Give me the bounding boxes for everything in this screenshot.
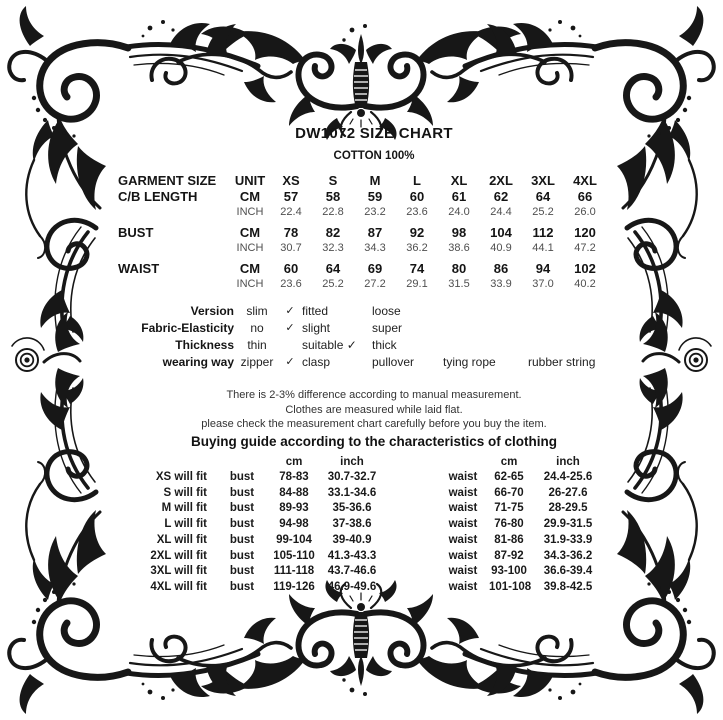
size-value: 47.2 [574,242,596,254]
fit-guide-header-row [118,454,607,470]
fit-guide-row [118,549,607,565]
attribute-option: suitable ✓ [302,338,357,352]
measurement-label: C/B LENGTH [118,189,198,204]
attribute-option: slight [302,321,331,335]
size-value: 23.6 [406,206,428,218]
size-value: 98 [451,225,467,240]
size-value: 40.9 [490,242,512,254]
fit-spacer [387,533,437,549]
attribute-option [443,320,528,337]
fit-part-label: waist [448,565,478,578]
size-value: 80 [451,261,467,276]
attribute-label: Version [190,304,234,318]
fit-inch-range: 33.1-34.6 [327,486,377,499]
check-icon [278,337,302,354]
fit-cm-range: 62-65 [494,471,524,483]
attribute-option: thick [372,338,397,352]
attribute-option: slim [246,304,268,318]
size-value: 30.7 [280,242,302,254]
attribute-option: fitted [302,304,329,318]
fit-part-label: bust [229,565,255,578]
fit-cm-range: 119-126 [273,580,315,593]
measurement-label: BUST [118,225,154,240]
size-value: 22.4 [280,206,302,218]
size-value: 66 [577,189,593,204]
fit-cm-range: 99-104 [276,533,312,546]
fit-guide-row [118,486,607,502]
fit-part-label: waist [448,486,478,499]
fit-spacer [387,580,437,596]
unit-label: CM [239,225,261,240]
fit-size-label: 2XL will fit [150,549,207,562]
size-value: 44.1 [532,242,554,254]
column-header-unit: UNIT [234,173,266,188]
size-value: 60 [283,261,299,276]
fit-header-cm: cm [285,456,303,468]
size-value: 34.3 [364,242,386,254]
fit-inch-range: 34.3-36.2 [543,549,593,562]
fit-cm-range: 101-108 [489,580,532,593]
attribute-option: clasp [302,355,331,369]
size-value: 31.5 [448,278,470,290]
fit-inch-range: 41.3-43.3 [327,549,377,562]
attribute-option [528,303,658,320]
attributes-section [118,303,658,371]
fit-size-label: 3XL will fit [150,565,207,578]
column-header-size: XL [450,173,468,188]
attribute-row [118,354,658,371]
fit-inch-range: 35-36.6 [332,502,372,515]
fit-cm-range: 105-110 [273,549,315,562]
fit-cm-range: 66-70 [494,486,524,499]
size-value: 24.0 [448,206,470,218]
fit-part-label: waist [448,518,478,531]
attribute-option: no [250,321,264,335]
note-line: Clothes are measured while laid flat. [285,403,463,416]
size-value: 62 [493,189,509,204]
fit-spacer [387,486,437,502]
fit-inch-range: 29.9-31.5 [543,518,593,531]
measurement-group [118,225,606,256]
measurement-row-cm [118,261,606,277]
page-title: DW1072 SIZE CHART [295,125,453,142]
fit-size-label: XS will fit [155,471,207,483]
unit-label: CM [239,261,261,276]
attribute-option: loose [372,304,401,318]
size-value: 37.0 [532,278,554,290]
attribute-label: wearing way [162,355,234,369]
size-value: 23.6 [280,278,302,290]
column-header-size: 4XL [573,173,597,188]
fit-inch-range: 36.6-39.4 [543,565,593,578]
note-line: There is 2-3% difference according to manual measurement. [226,389,522,401]
measurement-row-inch [118,277,606,292]
size-value: 94 [535,261,551,276]
size-value: 74 [409,261,425,276]
fit-guide-row [118,517,607,533]
fit-part-label: waist [448,533,478,546]
fit-spacer [387,470,437,486]
size-value: 25.2 [322,278,344,290]
size-value: 92 [409,225,425,240]
fit-header-empty [387,454,437,470]
attribute-label: Fabric-Elasticity [141,321,234,335]
unit-label: INCH [236,242,264,254]
fit-guide-row [118,501,607,517]
size-value: 36.2 [406,242,428,254]
attribute-row [118,303,658,320]
measurement-group [118,261,606,292]
check-icon: ✓ [285,322,295,334]
fit-cm-range: 93-100 [491,565,527,578]
fit-inch-range: 43.7-46.6 [327,565,377,578]
measurement-label: WAIST [118,261,160,276]
size-table [118,172,606,292]
fit-guide-row [118,470,607,486]
fit-cm-range: 76-80 [494,518,524,531]
size-value: 26.0 [574,206,596,218]
fit-size-label: M will fit [161,502,207,515]
size-value: 57 [283,189,299,204]
fit-size-label: L will fit [164,518,207,531]
fit-cm-range: 111-118 [273,565,315,578]
size-value: 120 [574,225,596,240]
size-value: 29.1 [406,278,428,290]
notes-section [24,388,723,449]
column-header-size: 3XL [531,173,555,188]
column-header-size: L [413,173,421,188]
fabric-subtitle: COTTON 100% [333,150,415,162]
size-value: 102 [574,261,596,276]
fit-cm-range: 84-88 [279,486,309,499]
size-value: 64 [325,261,341,276]
size-value: 60 [409,189,425,204]
fit-inch-range: 39-40.9 [332,533,372,546]
measurement-label-empty [118,241,230,256]
fit-size-label: XL will fit [156,533,207,546]
fit-inch-range: 30.7-32.7 [327,471,377,483]
unit-label: CM [239,189,261,204]
size-value: 23.2 [364,206,386,218]
check-icon: ✓ [285,356,295,368]
attribute-option [443,303,528,320]
measurement-row-inch [118,241,606,256]
attribute-row [118,337,658,354]
fit-cm-range: 78-83 [279,471,309,483]
size-value: 69 [367,261,383,276]
fit-part-label: bust [229,518,255,531]
measurement-row-cm [118,189,606,205]
size-value: 24.4 [490,206,512,218]
measurement-row-cm [118,225,606,241]
unit-label: INCH [236,278,264,290]
size-value: 61 [451,189,467,204]
size-value: 104 [490,225,512,240]
fit-part-label: waist [448,580,478,593]
column-header-size: M [369,173,381,188]
measurement-row-inch [118,205,606,220]
fit-inch-range: 37-38.6 [332,518,372,531]
attribute-option: super [372,321,403,335]
attribute-option [528,337,658,354]
fit-spacer [387,501,437,517]
fit-part-label: bust [229,533,255,546]
fit-inch-range: 28-29.5 [548,502,588,515]
attribute-option: thin [247,338,267,352]
size-value: 58 [325,189,341,204]
fit-part-label: bust [229,486,255,499]
fit-header-empty [437,454,489,470]
attribute-option: rubber string [528,355,596,369]
size-table-header-row [118,172,606,189]
attribute-option [443,337,528,354]
size-value: 22.8 [322,206,344,218]
fit-cm-range: 94-98 [279,518,309,531]
attribute-option: pullover [372,355,415,369]
attribute-option: tying rope [443,355,496,369]
fit-spacer [387,564,437,580]
column-header-size: S [328,173,338,188]
fit-header-cm: cm [500,456,518,468]
size-value: 82 [325,225,341,240]
attribute-row [118,320,658,337]
note-line: please check the measurement chart carefully before you buy the item. [201,418,547,430]
size-value: 27.2 [364,278,386,290]
fit-inch-range: 46.9-49.6 [327,580,377,593]
check-icon: ✓ [285,305,295,317]
fit-spacer [387,517,437,533]
size-value: 40.2 [574,278,596,290]
fit-inch-range: 26-27.6 [548,486,588,499]
fit-part-label: bust [229,502,255,515]
fit-guide-table [118,454,607,596]
fit-cm-range: 89-93 [279,502,309,515]
size-value: 25.2 [532,206,554,218]
size-value: 32.3 [322,242,344,254]
fit-part-label: waist [448,502,478,515]
fit-header-inch: inch [556,456,580,468]
attribute-label: Thickness [175,338,234,352]
column-header-garment-size: GARMENT SIZE [118,173,217,188]
fit-inch-range: 39.8-42.5 [543,580,593,593]
fit-cm-range: 87-92 [494,549,524,562]
size-value: 64 [535,189,551,204]
measurement-label-empty [118,277,230,292]
fit-size-label: S will fit [163,486,207,499]
size-value: 59 [367,189,383,204]
measurement-label-empty [118,205,230,220]
fit-header-empty [118,454,213,470]
fit-header-inch: inch [340,456,364,468]
attribute-option [528,320,658,337]
fit-part-label: bust [229,549,255,562]
column-header-size: XS [282,173,300,188]
attribute-option: zipper [240,355,274,369]
fit-guide-row [118,533,607,549]
fit-cm-range: 81-86 [494,533,524,546]
size-value: 38.6 [448,242,470,254]
unit-label: INCH [236,206,264,218]
size-value: 86 [493,261,509,276]
measurement-group [118,189,606,220]
fit-part-label: waist [448,471,478,483]
fit-inch-range: 24.4-25.6 [543,471,593,483]
fit-part-label: bust [229,471,255,483]
fit-inch-range: 31.9-33.9 [543,533,593,546]
buying-guide-title: Buying guide according to the characteristics of clothing [190,433,558,449]
fit-guide-row [118,580,607,596]
fit-size-label: 4XL will fit [150,580,207,593]
fit-cm-range: 71-75 [494,502,524,515]
fit-spacer [387,549,437,565]
fit-part-label: waist [448,549,478,562]
fit-header-empty [213,454,271,470]
fit-guide-row [118,564,607,580]
fit-part-label: bust [229,580,255,593]
size-value: 112 [532,225,554,240]
column-header-size: 2XL [489,173,513,188]
size-value: 78 [283,225,299,240]
size-value: 33.9 [490,278,512,290]
size-value: 87 [367,225,383,240]
